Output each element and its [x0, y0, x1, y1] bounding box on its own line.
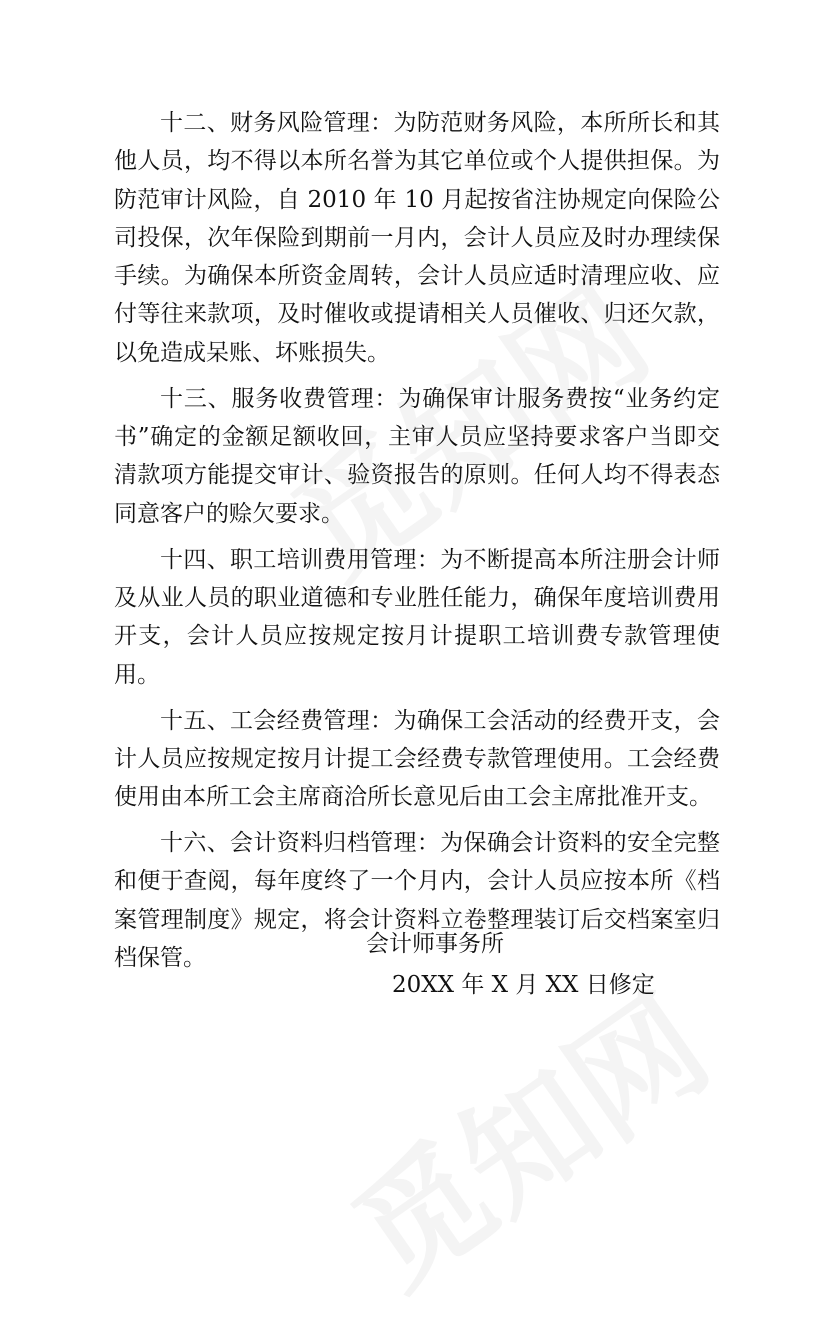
document-body	[114, 104, 720, 985]
paragraph-financial-risk: 十二、财务风险管理：为防范财务风险，本所所长和其他人员，均不得以本所名誉为其它单位或个人提供担保。为防范审计风险，自 2010 年 10 月起按省注协规定向保险公司投保，次年保险到期前一月内，会计人员应及时办理续保手续。为确保本所资金周转，会计人员应适时清理应收、应付等往来款项，及时催收或提请相关人员催收、归还欠款，以免造成呆账、坏账损失。	[114, 110, 720, 366]
signature-date: 20XX 年 X 月 XX 日修定	[392, 972, 655, 998]
paragraph-union-funds: 十五、工会经费管理：为确保工会活动的经费开支，会计人员应按规定按月计提工会经费专款管理使用。工会经费使用由本所工会主席商洽所长意见后由工会主席批准开支。	[114, 707, 720, 811]
paragraph-service-fees: 十三、服务收费管理：为确保审计服务费按“业务约定书”确定的金额足额收回，主审人员应坚持要求客户当即交清款项方能提交审计、验资报告的原则。任何人均不得表态同意客户的赊欠要求。	[114, 385, 720, 527]
paragraph-archiving: 十六、会计资料归档管理：为保确会计资料的安全完整和便于查阅，每年度终了一个月内，会计人员应按本所《档案管理制度》规定，将会计资料立卷整理装订后交档案室归档保管。	[114, 830, 720, 971]
paragraph-training-costs: 十四、职工培训费用管理：为不断提高本所注册会计师及从业人员的职业道德和专业胜任能力，确保年度培训费用开支，会计人员应按规定按月计提职工培训费专款管理使用。	[114, 546, 720, 688]
signature-organization: 会计师事务所	[366, 931, 504, 957]
